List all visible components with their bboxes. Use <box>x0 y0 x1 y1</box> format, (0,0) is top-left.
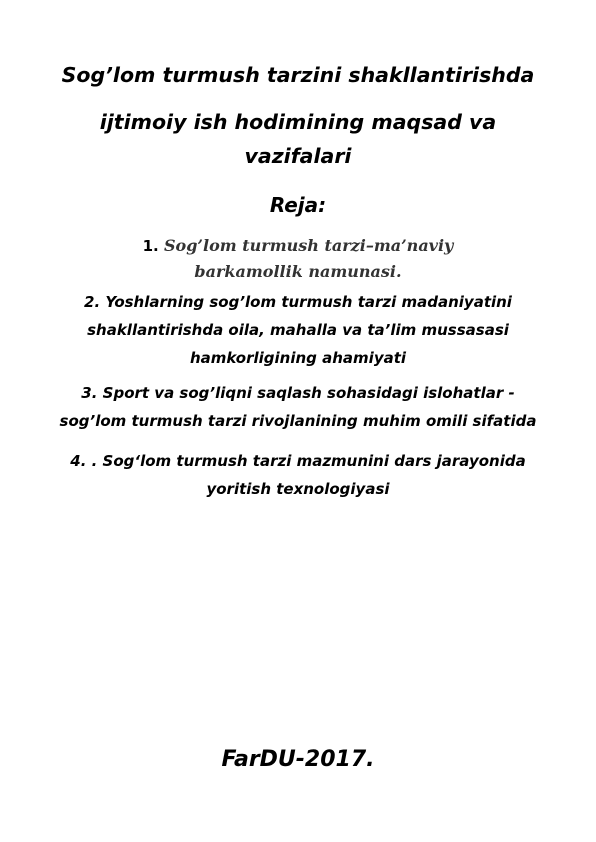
document-title-line-1: Sog’lom turmush tarzini shakllantirishda <box>61 63 535 87</box>
plan-item-1-text-line-1: Sog’lom turmush tarzi–ma’naviy <box>164 236 454 255</box>
plan-item-1-text-line-2: barkamollik namunasi. <box>194 262 402 281</box>
plan-item-3 <box>30 379 566 435</box>
plan-item-4-line-2: yoritish texnologiyasi <box>206 480 390 498</box>
document-title-line-3: vazifalari <box>244 144 352 168</box>
plan-item-2 <box>30 288 566 372</box>
plan-heading: Reja: <box>269 193 327 217</box>
plan-item-3-line-2: sog’lom turmush tarzi rivojlanining muhim omili sifatida <box>59 412 537 430</box>
plan-item-3-line-1: 3. Sport va sog’liqni saqlash sohasidagi islohatlar - <box>81 384 515 402</box>
plan-item-2-line-2: shakllantirishda oila, mahalla va ta’lim mussasasi <box>87 321 509 339</box>
plan-item-4-line-1: 4. . Sog‘lom turmush tarzi mazmunini dars jarayonida <box>70 452 526 470</box>
plan-item-4 <box>30 447 566 503</box>
document-footer: FarDU-2017. <box>221 747 375 772</box>
plan-item-2-line-3: hamkorligining ahamiyati <box>189 349 407 367</box>
document-title-line-2: ijtimoiy ish hodimining maqsad va <box>99 110 497 134</box>
plan-item-1-number: 1. <box>142 237 159 255</box>
plan-item-2-line-1: 2. Yoshlarning sog’lom turmush tarzi madaniyatini <box>84 293 512 311</box>
plan-item-1 <box>30 233 566 285</box>
